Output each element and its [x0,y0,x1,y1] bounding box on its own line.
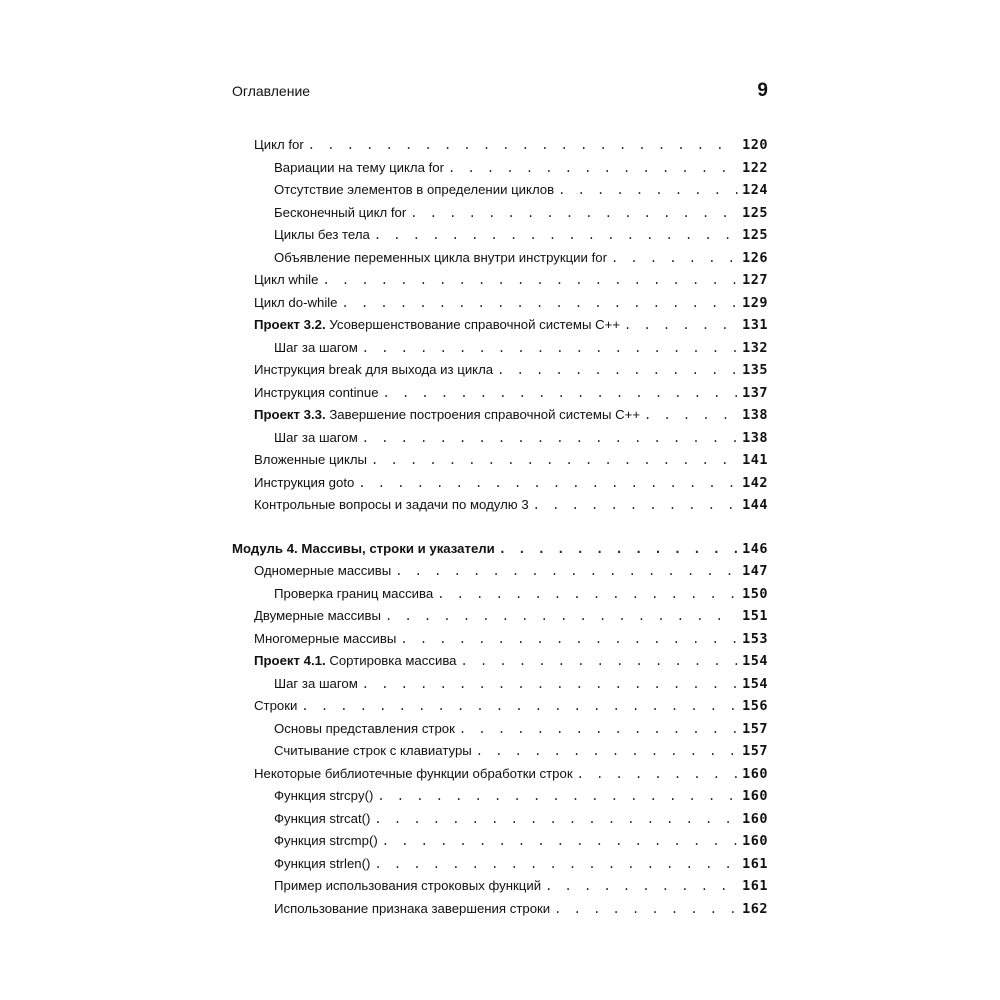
dot-leader [497,359,738,382]
dot-leader [362,673,738,696]
toc-entry-title [274,808,370,831]
running-head: Оглавление [232,83,311,99]
toc-entry-title [254,494,529,517]
toc-entry[interactable] [232,269,768,292]
toc-page-number: 157 [742,743,768,759]
toc-entry-title [254,314,620,337]
toc-entry-title [274,740,472,763]
toc-entry[interactable] [232,472,768,495]
toc-entry[interactable] [232,337,768,360]
toc-entry-text: Проверка границ массива [274,585,434,601]
toc-entry-title [274,718,455,741]
dot-leader [395,560,738,583]
toc-entry-text: Функция strlen() [274,855,371,871]
dot-leader [374,808,738,831]
dot-leader [533,494,738,517]
toc-page-number: 160 [742,833,768,849]
toc-page-number: 129 [742,294,768,311]
toc-entry-title [254,560,391,583]
toc-entry-text: Завершение построения справочной системы C++ [329,407,641,422]
dot-leader [545,875,738,898]
dot-leader [461,650,739,673]
toc-entry-text: Отсутствие элементов в определении циклов [274,182,555,197]
toc-entry[interactable] [232,157,768,180]
toc-page-number: 142 [742,474,768,491]
toc-entry-title [254,449,367,472]
toc-page-number: 161 [742,855,768,872]
toc-page-number: 147 [742,563,768,579]
toc-page-number: 160 [742,810,768,827]
toc-page-number: 141 [742,452,768,468]
toc-entry-title [274,853,370,876]
dot-leader [377,785,738,808]
dot-leader [554,898,738,921]
toc-entry-text: Шаг за шагом [274,675,358,691]
toc-entry[interactable] [232,898,768,921]
toc-page-number: 132 [742,339,768,356]
toc-entry-text: Объявление переменных цикла внутри инструкции for [274,249,607,265]
toc-entry[interactable] [232,292,768,315]
toc-entry-title [232,538,495,561]
dot-leader [308,134,738,157]
toc-entry-text: Одномерные массивы [254,563,392,578]
dot-leader [362,427,738,450]
toc-entry-title [254,382,379,405]
toc-entry-text: Строки [254,698,298,713]
toc-entry[interactable] [232,650,768,673]
toc-entry-text: Функция strcmp() [274,833,378,848]
toc-entry-text: Функция strcat() [274,810,371,826]
toc-entry-text: Инструкция continue [254,384,379,400]
toc-entry-text: Многомерные массивы [254,630,397,646]
toc-entry[interactable] [232,314,768,337]
toc-entry-text: Бесконечный цикл for [274,204,407,220]
toc-entry-title [254,695,297,718]
dot-leader [644,404,738,427]
toc-entry-text: Инструкция break для выхода из цикла [254,362,494,377]
toc-page-number: 160 [742,765,768,782]
toc-entry-text: Вложенные циклы [254,452,368,467]
toc-entry[interactable] [232,875,768,898]
dot-leader [577,763,738,786]
toc-entry[interactable] [232,718,768,741]
toc-entry-text: Усовершенствование справочной системы C++ [329,317,621,332]
toc-page-number: 138 [742,429,768,446]
toc-entry[interactable] [232,382,768,405]
toc-entry-text: Цикл do-while [254,294,338,310]
toc-page-number: 154 [742,675,768,692]
toc-entry[interactable] [232,179,768,202]
toc-entry-title [254,650,457,673]
toc-entry[interactable] [232,427,768,450]
toc-entry-text: Шаг за шагом [274,339,358,355]
toc-page-number: 151 [742,608,768,624]
dot-leader [362,337,738,360]
toc-entry-title [274,830,378,853]
toc-entry-text: Цикл while [254,272,319,287]
toc-entry-text: Циклы без тела [274,227,370,242]
toc-entry-title [274,179,554,202]
toc-entry[interactable] [232,583,768,606]
toc-entry[interactable] [232,628,768,651]
toc-entry-text: Модуль 4. Массивы, строки и указатели [232,540,495,556]
toc-module-heading[interactable] [232,538,768,561]
dot-leader [624,314,738,337]
toc-entry[interactable] [232,224,768,247]
page-header [232,80,768,102]
toc-entry-text: Пример использования строковых функций [274,878,542,893]
dot-leader [400,628,738,651]
toc-page-number: 144 [742,497,768,513]
toc-page-number: 122 [742,159,768,176]
toc-entry-title [274,157,444,180]
toc-entry-title [274,247,607,270]
toc-entry[interactable] [232,202,768,225]
toc-entry-title [274,785,373,808]
table-of-contents [232,134,768,920]
toc-entry-title [254,134,304,157]
toc-entry-title [254,292,338,315]
dot-leader [385,605,738,628]
toc-page-number: 125 [742,227,768,243]
toc-entry-text: Вариации на тему цикла for [274,159,445,175]
toc-entry-text: Основы представления строк [274,720,455,736]
toc-entry-title [254,404,640,427]
toc-entry-title [274,875,541,898]
toc-entry-text: Контрольные вопросы и задачи по модулю 3 [254,497,529,512]
toc-entry[interactable] [232,560,768,583]
dot-leader [410,202,738,225]
toc-entry-text: Функция strcpy() [274,788,374,803]
page-number: 9 [757,80,768,101]
toc-entry-title [254,763,573,786]
dot-leader [476,740,738,763]
toc-entry[interactable] [232,134,768,157]
toc-page-number: 153 [742,630,768,647]
dot-leader [382,830,738,853]
dot-leader [322,269,738,292]
toc-entry[interactable] [232,605,768,628]
toc-project-label: Проект 3.3. [254,407,326,422]
toc-entry-title [274,224,370,247]
toc-entry[interactable] [232,740,768,763]
dot-leader [448,157,738,180]
toc-entry[interactable] [232,247,768,270]
toc-entry-title [254,472,354,495]
toc-entry-title [274,583,433,606]
toc-entry[interactable] [232,359,768,382]
toc-entry-text: Инструкция goto [254,474,355,490]
dot-leader [437,583,738,606]
toc-entry[interactable] [232,830,768,853]
toc-page-number: 138 [742,407,768,423]
dot-leader [371,449,738,472]
toc-page-number: 127 [742,272,768,288]
toc-page-number: 137 [742,384,768,401]
toc-page-number: 156 [742,698,768,714]
toc-entry[interactable] [232,853,768,876]
toc-entry[interactable] [232,695,768,718]
toc-entry-title [274,202,406,225]
toc-entry-text: Считывание строк с клавиатуры [274,743,472,758]
toc-page-number: 150 [742,585,768,602]
toc-entry-title [254,628,396,651]
toc-page-number: 131 [742,317,768,333]
dot-leader [611,247,738,270]
toc-entry-text: Двумерные массивы [254,608,382,623]
toc-entry[interactable] [232,808,768,831]
toc-entry[interactable] [232,785,768,808]
toc-page-number: 162 [742,900,768,917]
toc-entry-title [254,605,381,628]
toc-entry-text: Цикл for [254,137,304,152]
toc-entry[interactable] [232,494,768,517]
dot-leader [301,695,738,718]
toc-entry-title [254,359,493,382]
dot-leader [342,292,739,315]
dot-leader [383,382,739,405]
toc-page-number: 161 [742,878,768,894]
toc-project-label: Проект 3.2. [254,317,326,332]
toc-entry-title [274,337,358,360]
toc-entry-text: Шаг за шагом [274,429,358,445]
dot-leader [358,472,738,495]
toc-page-number: 124 [742,182,768,198]
dot-leader [558,179,738,202]
toc-entry[interactable] [232,673,768,696]
toc-entry-title [274,673,358,696]
toc-page-number: 135 [742,362,768,378]
toc-page-number: 146 [742,540,768,557]
dot-leader [374,853,738,876]
toc-entry[interactable] [232,763,768,786]
toc-page-number: 160 [742,788,768,804]
toc-page-number: 154 [742,653,768,669]
toc-page-number: 157 [742,720,768,737]
toc-entry-text: Использование признака завершения строки [274,900,551,916]
toc-entry-title [274,427,358,450]
toc-entry[interactable] [232,404,768,427]
toc-page-number: 120 [742,137,768,153]
toc-entry-text: Некоторые библиотечные функции обработки строк [254,765,573,781]
toc-page-number: 125 [742,204,768,221]
dot-leader [459,718,738,741]
toc-page-number: 126 [742,249,768,266]
toc-project-label: Проект 4.1. [254,653,326,668]
toc-entry-title [274,898,550,921]
toc-entry[interactable] [232,449,768,472]
dot-leader [499,538,738,561]
toc-entry-title [254,269,318,292]
dot-leader [374,224,738,247]
toc-entry-text: Сортировка массива [329,653,457,668]
